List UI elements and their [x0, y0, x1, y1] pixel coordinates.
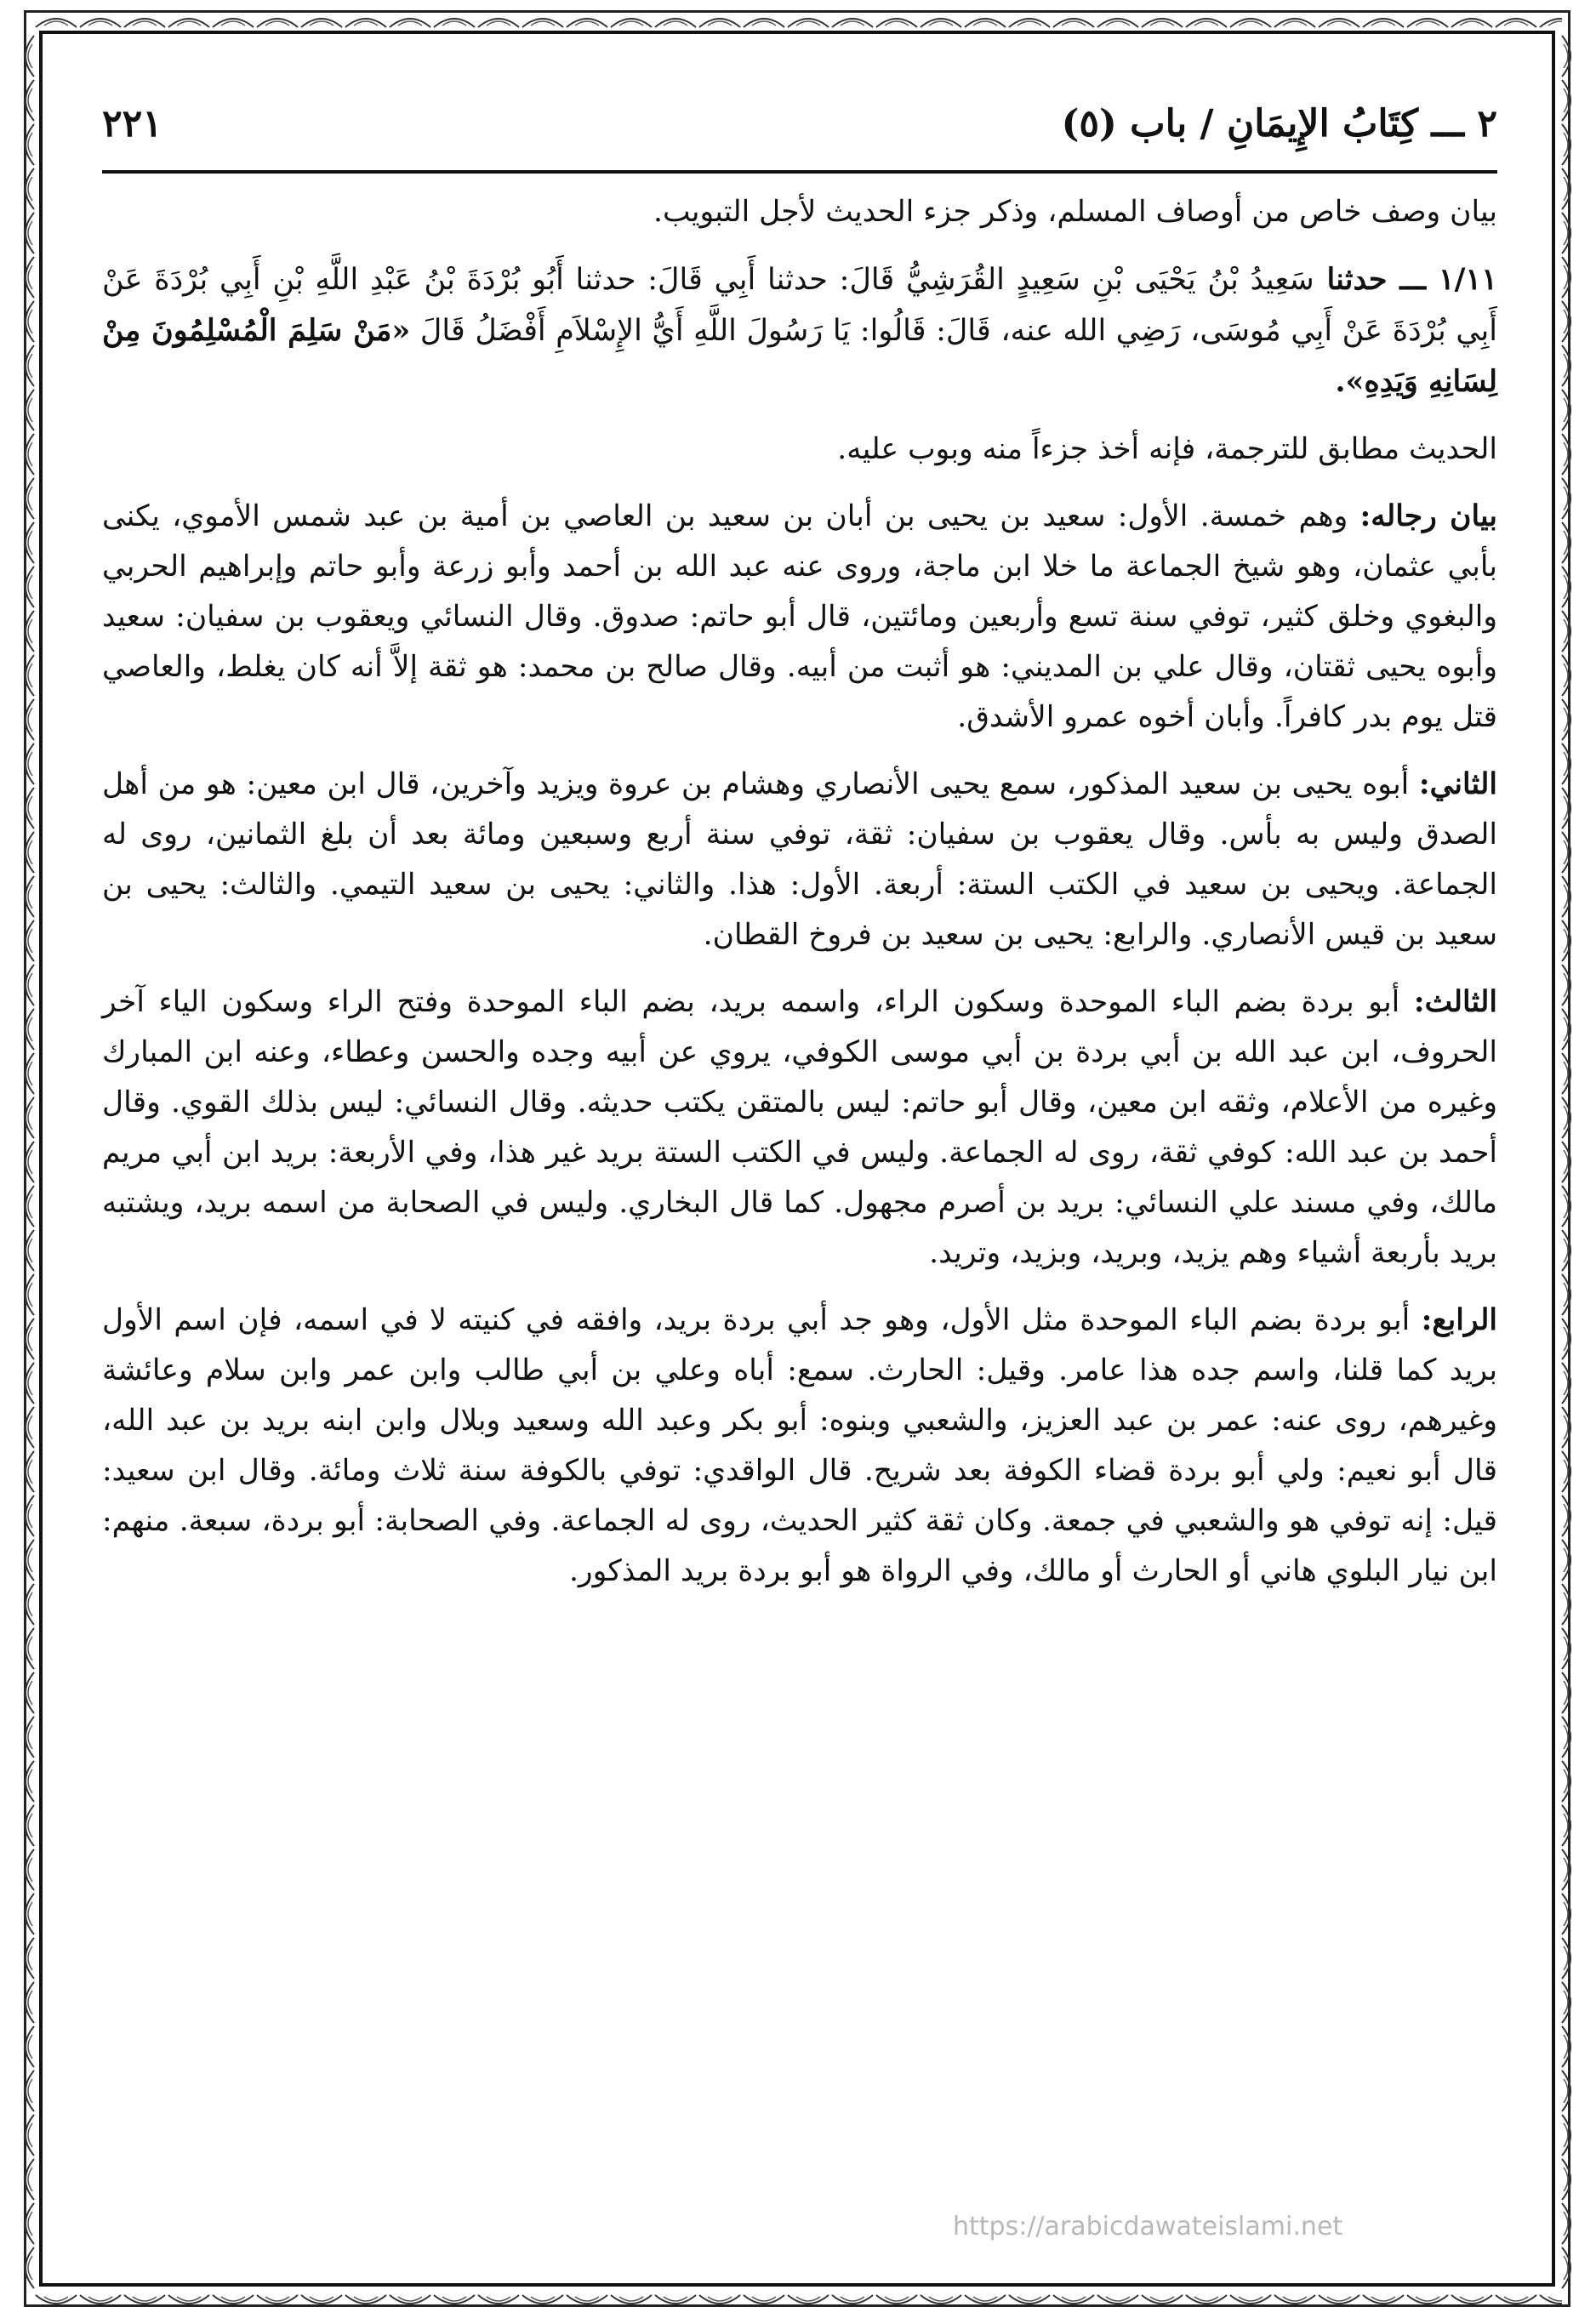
paragraph-lead: بيان رجاله: [1359, 499, 1497, 533]
book-page [102, 68, 1497, 2280]
hadith-opening: حدثنا [1314, 262, 1400, 297]
third-narrator-paragraph [102, 977, 1497, 1279]
decorative-border-top [34, 12, 1562, 31]
hadith-number: ١/١١ ـــ [1399, 262, 1497, 297]
second-narrator-paragraph [102, 760, 1497, 960]
fourth-narrator-paragraph [102, 1296, 1497, 1597]
running-header [102, 102, 1497, 170]
commentary-paragraph [102, 424, 1497, 475]
decorative-border-left [19, 34, 37, 2290]
hadith-matn: «مَنْ سَلِمَ الْمُسْلِمُونَ مِنْ لِسَانِهِ وَيَدِهِ». [102, 313, 1497, 399]
paragraph-text: الحديث مطابق للترجمة، فإنه أخذ جزءاً منه وبوب عليه. [837, 432, 1497, 466]
hadith-paragraph [102, 254, 1497, 407]
decorative-border-right [1559, 34, 1577, 2290]
page-number: ٢٢١ [102, 102, 162, 145]
chapter-title: ٢ ـــ كِتَابُ الإِيمَانِ / باب (٥) [1061, 102, 1497, 145]
intro-paragraph [102, 187, 1497, 237]
hadith-isnad: سَعِيدُ بْنُ يَحْيَى بْنِ سَعِيدٍ القُرَشِيُّ قَالَ: حدثنا أَبِي قَالَ: حدثنا أَبُو بُرْدَةَ بْنُ عَبْدِ اللَّهِ بْنِ أَبِي بُرْدَةَ عَنْ أَبِي بُرْدَةَ عَنْ أَبِي مُوسَى، رَضِي الله عنه، قَالَ: قَالُوا: يَا رَسُولَ اللَّهِ أَيُّ الإِسْلاَمِ أَفْضَلُ قَالَ [102, 263, 1497, 348]
watermark-url: https://arabicdawateislami.net [953, 2212, 1343, 2241]
paragraph-text: أبو بردة بضم الباء الموحدة وسكون الراء، واسمه بريد، بضم الباء الموحدة وفتح الراء وسكون الياء آخر الحروف، ابن عبد الله بن أبي بردة بن أبي موسى الكوفي، يروي عن أبيه وجده والحسن وعطاء، وعنه ابن المبارك وغيره من الأعلام، وثقه ابن معين، وقال أبو حاتم: ليس بالمتقن يكتب حديثه. وقال النسائي: ليس بذلك القوي. وقال أحمد بن عبد الله: كوفي ثقة، روى له الجماعة. وليس في الكتب الستة بريد غير هذا، وفي الأربعة: بريد ابن أبي مريم مالك، وفي مسند علي النسائي: بريد بن أصرم مجهول. كما قال البخاري. وليس في الصحابة من اسمه بريد، ويشتبه بريد بأربعة أشياء وهم يزيد، وبريد، وبزيد، وتريد. [102, 985, 1497, 1270]
paragraph-lead: الثالث: [1413, 985, 1497, 1019]
paragraph-lead: الرابع: [1421, 1303, 1497, 1337]
paragraph-text: أبوه يحيى بن سعيد المذكور، سمع يحيى الأنصاري وهشام بن عروة ويزيد وآخرين، قال ابن معين: هو من أهل الصدق وليس به بأس. وقال يعقوب بن سفيان: ثقة، توفي سنة أربع وسبعين ومائة بعد أن بلغ الثمانين، روى له الجماعة. ويحيى بن سعيد في الكتب الستة: أربعة. الأول: هذا. والثاني: يحيى بن سعيد التيمي. والثالث: يحيى بن سعيد بن قيس الأنصاري. والرابع: يحيى بن سعيد بن فروخ القطان. [102, 767, 1497, 952]
paragraph-lead: الثاني: [1418, 767, 1497, 801]
narrators-paragraph [102, 492, 1497, 743]
paragraph-text: أبو بردة بضم الباء الموحدة مثل الأول، وهو جد أبي بردة بريد، وافقه في كنيته لا في اسمه، فإن اسم الأول بريد كما قلنا، واسم جده هذا عامر. وقيل: الحارث. سمع: أباه وعلي بن أبي طالب وابن عمر وابن سلام وعائشة وغيرهم، روى عنه: عمر بن عبد العزيز، والشعبي وبنوه: أبو بكر وعبد الله وسعيد وبلال وابن ابنه بريد بن عبد الله، قال أبو نعيم: ولي أبو بردة قضاء الكوفة بعد شريح. قال الواقدي: توفي بالكوفة سنة ثلاث ومائة. وقال ابن سعيد: قيل: إنه توفي هو والشعبي في جمعة. وكان ثقة كثير الحديث، روى له الجماعة. وفي الصحابة: أبو بردة، سبعة. منهم: ابن نيار البلوي هاني أو الحارث أو مالك، وفي الرواة هو أبو بردة بريد المذكور. [102, 1303, 1497, 1588]
decorative-border-bottom [34, 2292, 1562, 2310]
page-body [102, 187, 1497, 1614]
paragraph-text: وهم خمسة. الأول: سعيد بن يحيى بن أبان بن سعيد بن العاصي بن أمية بن عبد شمس الأموي، يكنى بأبي عثمان، وهو شيخ الجماعة ما خلا ابن ماجة، وروى عنه عبد الله بن أحمد وأبو زرعة وأبو حاتم وإبراهيم الحربي والبغوي وخلق كثير، توفي سنة تسع وأربعين ومائتين، قال أبو حاتم: صدوق. وقال النسائي ويعقوب بن سفيان: سعيد وأبوه يحيى ثقتان، وقال علي بن المديني: هو أثبت من أبيه. وقال صالح بن محمد: هو ثقة إلاَّ أنه كان يغلط، والعاصي قتل يوم بدر كافراً. وأبان أخوه عمرو الأشدق. [102, 499, 1497, 734]
header-rule [102, 170, 1497, 174]
paragraph-text: بيان وصف خاص من أوصاف المسلم، وذكر جزء الحديث لأجل التبويب. [653, 195, 1497, 229]
